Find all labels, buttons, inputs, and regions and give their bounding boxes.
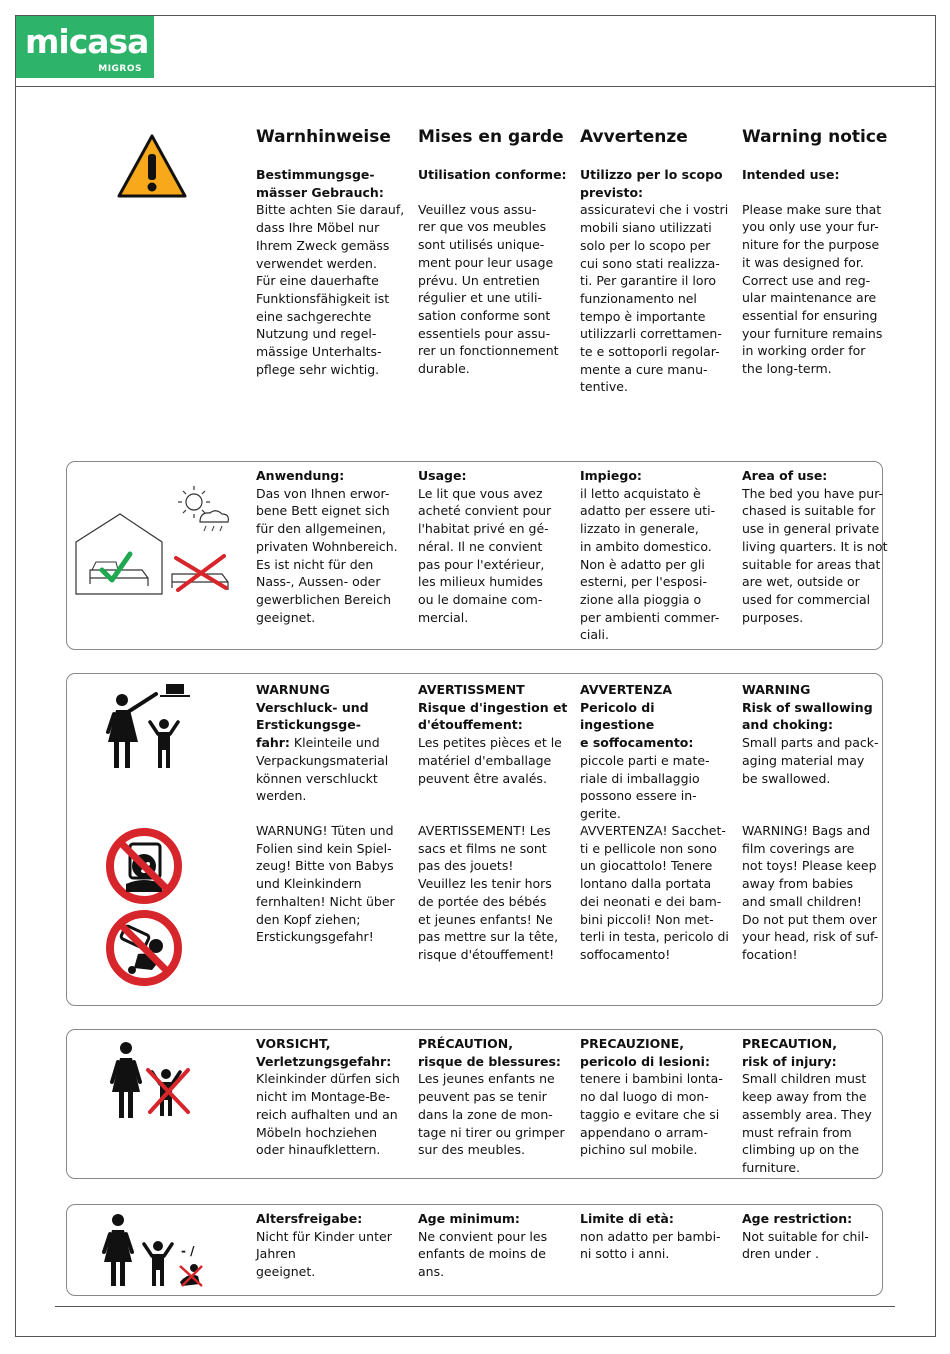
- swallowing-fr: AVERTISSMENT Risque d'ingestion et d'étouffement: Les petites pièces et le matériel d'emballage peuvent être avalés.: [418, 682, 568, 786]
- no-bag-over-head-icon: [104, 826, 184, 906]
- logo-brand: micasa: [25, 22, 149, 61]
- intended-use-en: Intended use: Please make sure that you only use your fur- niture for the purpose it was designed for. Correct use and reg- ular maintenance are essential for ensuring your furniture remains in working order for the long-term.: [742, 167, 883, 377]
- age-icon-label: - /: [181, 1244, 195, 1258]
- area-of-use-fr: Usage: Le lit que vous avez acheté convient pour l'habitat privé en gé- néral. Il ne convient pas pour l'extérieur, les milieux humides ou le domaine com- mercial.: [418, 468, 552, 625]
- no-baby-with-plastic-icon: [104, 908, 184, 988]
- injury-it: PRECAUZIONE, pericolo di lesioni: tenere i bambini lonta- no dal luogo di mon- taggio e evitare che si appendano o arram- pichino sul mobile.: [580, 1036, 723, 1158]
- intended-use-fr: Utilisation conforme: Veuillez vous assu- rer que vos meubles sont utilisés unique- ment pour leur usage prévu. Un entretien régulier et une utili- sation conforme sont essentiels pour assu- rer un fonctionnement durable.: [418, 167, 567, 377]
- header-it: Avvertenze: [580, 127, 688, 147]
- age-de: Altersfreigabe: Nicht für Kinder unter Jahren geeignet.: [256, 1211, 392, 1280]
- area-of-use-de: Anwendung: Das von Ihnen erwor- bene Bett eignet sich für den allgemeinen, privaten Wohnbereich. Es ist nicht für den Nass-, Aussen- oder gewerblichen Bereich geeignet.: [256, 468, 398, 625]
- adult-reaching-small-parts-icon: [100, 680, 196, 772]
- warning-triangle-icon: [116, 132, 188, 200]
- injury-fr: PRÉCAUTION, risque de blessures: Les jeunes enfants ne peuvent pas se tenir dans la zone de mon- tage ni tirer ou grimper sur des meubles.: [418, 1036, 565, 1158]
- injury-en: PRECAUTION, risk of injury: Small children must keep away from the assembly area. They must refrain from climbing up on the furniture.: [742, 1036, 872, 1175]
- age-it: Limite di età: non adatto per bambi- ni sotto i anni.: [580, 1211, 721, 1262]
- header-fr: Mises en garde: [418, 127, 564, 147]
- area-of-use-en: Area of use: The bed you have pur- chased is suitable for use in general private living quarters. It is not suitable for areas that are wet, outside or used for commercial purposes.: [742, 468, 888, 625]
- bags-it: AVVERTENZA! Sacchet- ti e pellicole non sono un giocattolo! Tenere lontano dalla portata dei neonati e dei bam- bini piccoli! Non met- terli in testa, pericolo di soffocamento!: [580, 823, 729, 962]
- area-of-use-it: Impiego: il letto acquistato è adatto per essere uti- lizzato in generale, in ambito domestico. Non è adatto per gli esterni, per l'esposi- zione alla pioggia o per ambienti commer- ciali.: [580, 468, 720, 643]
- swallowing-en: WARNING Risk of swallowing and choking: Small parts and pack- aging material may be swallowed.: [742, 682, 879, 786]
- header-divider: [16, 86, 935, 87]
- swallowing-it: AVVERTENZA Pericolo di ingestione e soffocamento: piccole parti e mate- riale di imballaggio possono essere in- gerite.: [580, 682, 710, 821]
- header-en: Warning notice: [742, 127, 888, 147]
- no-child-in-assembly-area-icon: [104, 1040, 194, 1122]
- logo-sub: MIGROS: [98, 64, 142, 74]
- bags-fr: AVERTISSEMENT! Les sacs et films ne sont pas des jouets! Veuillez les tenir hors de portée des bébés et jeunes enfants! Ne pas mettre sur la tête, risque d'étouffement!: [418, 823, 559, 962]
- bags-en: WARNING! Bags and film coverings are not toys! Please keep away from babies and small children! Do not put them over your head, risk of suf- focation!: [742, 823, 879, 962]
- age-fr: Age minimum: Ne convient pour les enfants de moins de ans.: [418, 1211, 548, 1280]
- age-en: Age restriction: Not suitable for chil- dren under .: [742, 1211, 869, 1262]
- intended-use-de: Bestimmungsge- mässer Gebrauch: Bitte achten Sie darauf, dass Ihre Möbel nur Ihrem Zweck gemäss verwendet werden. Für eine dauerhafte Funktionsfähigkeit ist eine sachgerechte Nutzung und regel- mässige Unterhalts- pflege sehr wichtig.: [256, 167, 405, 377]
- intended-use-it: Utilizzo per lo scopo previsto: assicuratevi che i vostri mobili siano utilizzati solo per lo scopo per cui sono stati realizza- ti. Per garantire il loro funzionamento nel tempo è importante utilizzarli correttamen- te e sottoporli regolar- mente a cure manu- tentive.: [580, 167, 729, 395]
- injury-de: VORSICHT, Verletzungsgefahr: Kleinkinder dürfen sich nicht im Montage-Be- reich aufhalten und an Möbeln hochziehen oder hinaufklettern.: [256, 1036, 400, 1158]
- micasa-logo: [16, 16, 154, 78]
- footer-divider: [55, 1306, 895, 1307]
- bags-de: WARNUNG! Tüten und Folien sind kein Spiel- zeug! Bitte von Babys und Kleinkindern fernhalten! Nicht über den Kopf ziehen; Erstickungsgefahr!: [256, 823, 395, 945]
- swallowing-de: WARNUNG Verschluck- und Erstickungsge- fahr: Kleinteile und Verpackungsmaterial können verschluckt werden.: [256, 682, 389, 804]
- header-de: Warnhinweise: [256, 127, 391, 147]
- house-indoor-outdoor-icon: [72, 482, 232, 598]
